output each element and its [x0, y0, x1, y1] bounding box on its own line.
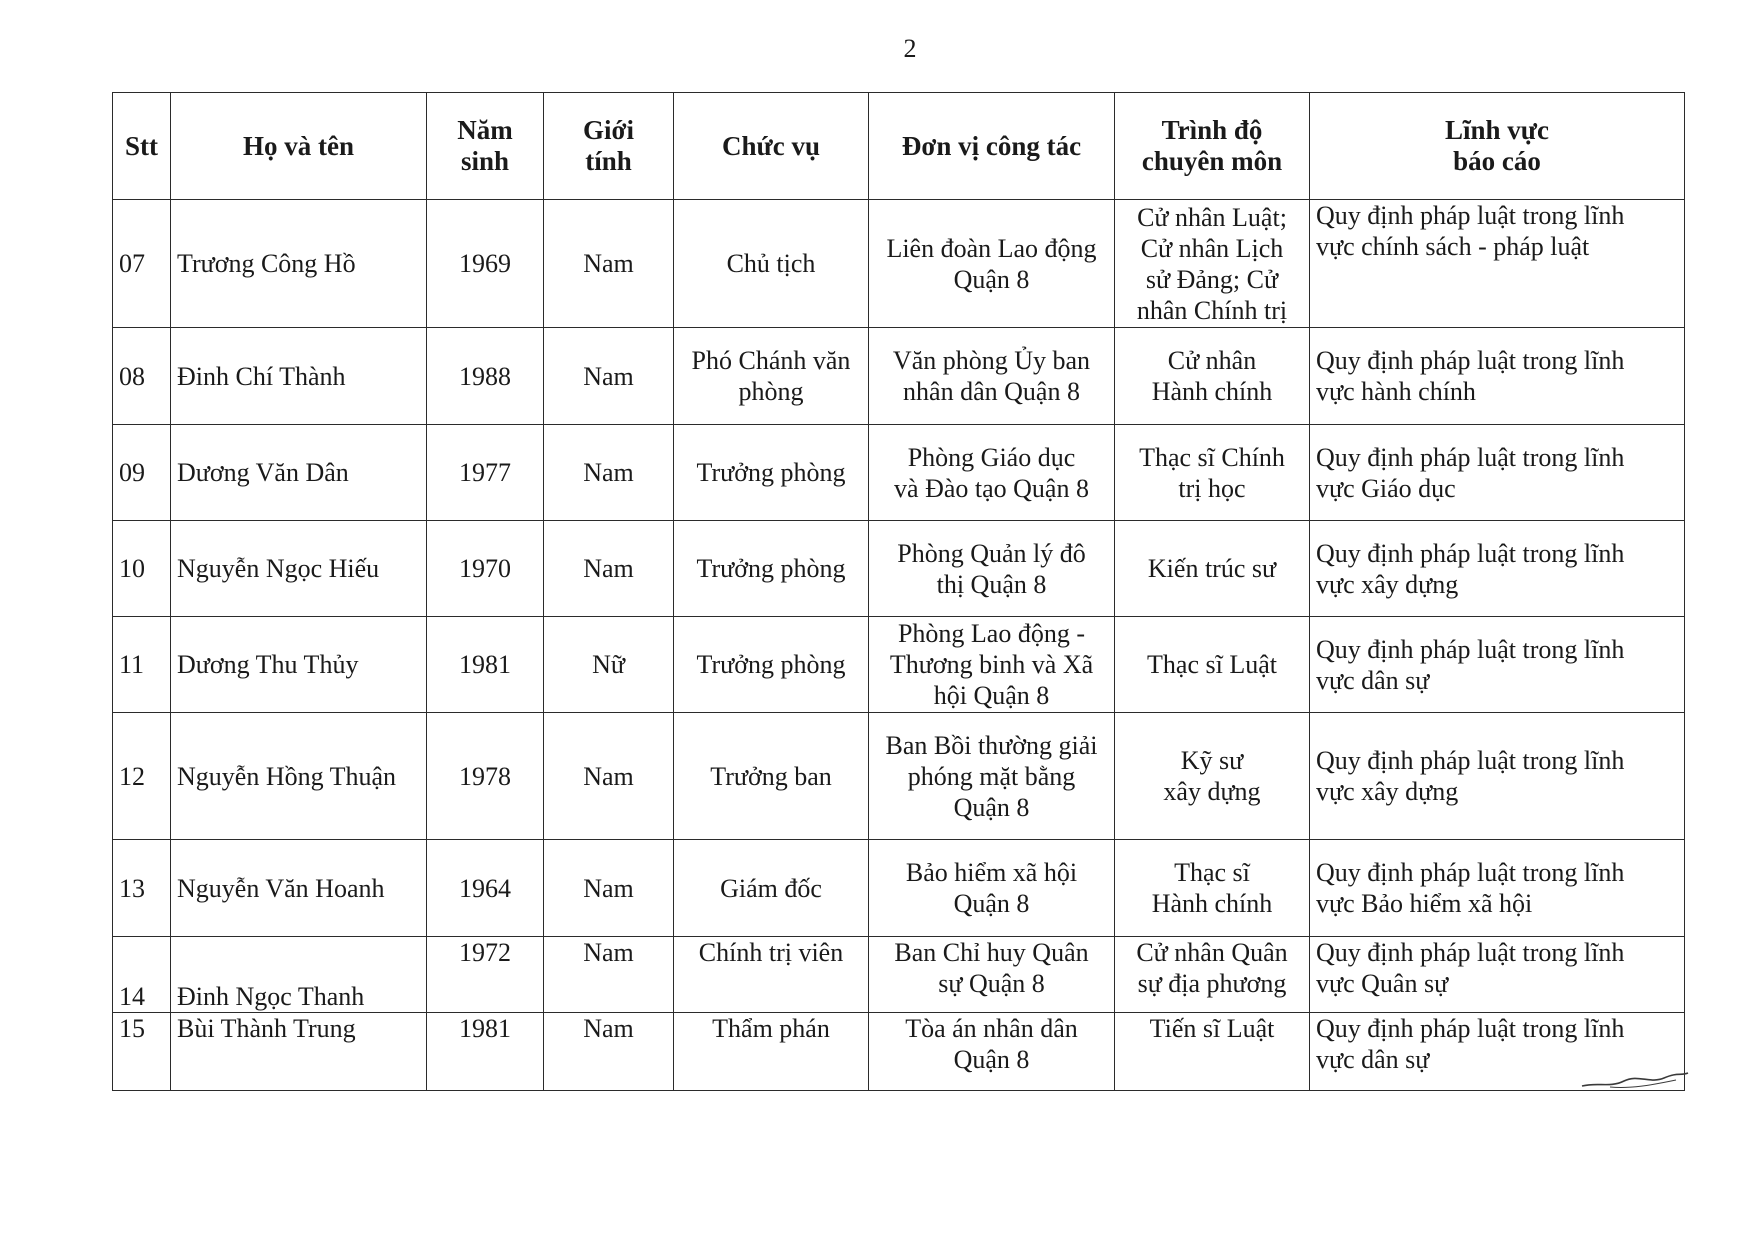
cell-stt: 07	[113, 200, 171, 328]
cell-gender: Nam	[544, 521, 674, 617]
header-gender: Giới tính	[544, 93, 674, 200]
cell-field: Quy định pháp luật trong lĩnh vực dân sự	[1310, 1013, 1685, 1091]
cell-birth-year: 1970	[427, 521, 544, 617]
cell-field: Quy định pháp luật trong lĩnh vực dân sự	[1310, 617, 1685, 713]
header-field: Lĩnh vực báo cáo	[1310, 93, 1685, 200]
cell-unit: Bảo hiểm xã hội Quận 8	[869, 840, 1115, 937]
cell-birth-year: 1969	[427, 200, 544, 328]
cell-field: Quy định pháp luật trong lĩnh vực Giáo dục	[1310, 425, 1685, 521]
cell-position: Trưởng phòng	[674, 521, 869, 617]
cell-field: Quy định pháp luật trong lĩnh vực hành chính	[1310, 328, 1685, 425]
cell-birth-year: 1981	[427, 617, 544, 713]
cell-qualification: Cử nhân Hành chính	[1115, 328, 1310, 425]
table-row	[113, 425, 1685, 521]
cell-stt: 14	[113, 937, 171, 1013]
cell-stt: 12	[113, 713, 171, 840]
cell-name: Dương Thu Thủy	[171, 617, 427, 713]
cell-stt: 09	[113, 425, 171, 521]
table-row	[113, 713, 1685, 840]
cell-position: Thẩm phán	[674, 1013, 869, 1091]
cell-stt: 08	[113, 328, 171, 425]
cell-name: Nguyễn Văn Hoanh	[171, 840, 427, 937]
cell-position: Chủ tịch	[674, 200, 869, 328]
cell-field: Quy định pháp luật trong lĩnh vực xây dựng	[1310, 521, 1685, 617]
cell-gender: Nam	[544, 200, 674, 328]
table-row	[113, 328, 1685, 425]
header-birth-year: Năm sinh	[427, 93, 544, 200]
cell-birth-year: 1964	[427, 840, 544, 937]
cell-gender: Nữ	[544, 617, 674, 713]
table-row	[113, 200, 1685, 328]
member-table	[112, 92, 1685, 1091]
cell-qualification: Thạc sĩ Chính trị học	[1115, 425, 1310, 521]
signature-mark	[1580, 1070, 1690, 1092]
cell-gender: Nam	[544, 425, 674, 521]
cell-name: Nguyễn Hồng Thuận	[171, 713, 427, 840]
cell-name: Đinh Ngọc Thanh	[171, 937, 427, 1013]
table-header-row	[113, 93, 1685, 200]
cell-position: Trưởng phòng	[674, 425, 869, 521]
cell-field: Quy định pháp luật trong lĩnh vực Quân sự	[1310, 937, 1685, 1013]
cell-qualification: Kiến trúc sư	[1115, 521, 1310, 617]
cell-position: Phó Chánh văn phòng	[674, 328, 869, 425]
cell-qualification: Thạc sĩ Hành chính	[1115, 840, 1310, 937]
cell-qualification: Tiến sĩ Luật	[1115, 1013, 1310, 1091]
cell-birth-year: 1972	[427, 937, 544, 1013]
cell-gender: Nam	[544, 328, 674, 425]
cell-stt: 11	[113, 617, 171, 713]
cell-qualification: Cử nhân Luật; Cử nhân Lịch sử Đảng; Cử nhân Chính trị	[1115, 200, 1310, 328]
cell-name: Dương Văn Dân	[171, 425, 427, 521]
cell-unit: Văn phòng Ủy ban nhân dân Quận 8	[869, 328, 1115, 425]
header-name: Họ và tên	[171, 93, 427, 200]
cell-qualification: Kỹ sư xây dựng	[1115, 713, 1310, 840]
cell-unit: Ban Chỉ huy Quân sự Quận 8	[869, 937, 1115, 1013]
cell-qualification: Cử nhân Quân sự địa phương	[1115, 937, 1310, 1013]
cell-gender: Nam	[544, 937, 674, 1013]
cell-stt: 15	[113, 1013, 171, 1091]
cell-birth-year: 1981	[427, 1013, 544, 1091]
cell-gender: Nam	[544, 840, 674, 937]
header-stt: Stt	[113, 93, 171, 200]
cell-unit: Phòng Lao động - Thương binh và Xã hội Quận 8	[869, 617, 1115, 713]
table-row	[113, 617, 1685, 713]
cell-unit: Phòng Quản lý đô thị Quận 8	[869, 521, 1115, 617]
cell-name: Đinh Chí Thành	[171, 328, 427, 425]
cell-stt: 10	[113, 521, 171, 617]
table-row	[113, 937, 1685, 1013]
cell-unit: Ban Bồi thường giải phóng mặt bằng Quận 8	[869, 713, 1115, 840]
cell-position: Trưởng phòng	[674, 617, 869, 713]
cell-field: Quy định pháp luật trong lĩnh vực chính sách - pháp luật	[1310, 200, 1685, 328]
header-unit: Đơn vị công tác	[869, 93, 1115, 200]
header-position: Chức vụ	[674, 93, 869, 200]
cell-position: Giám đốc	[674, 840, 869, 937]
cell-name: Nguyễn Ngọc Hiếu	[171, 521, 427, 617]
cell-position: Chính trị viên	[674, 937, 869, 1013]
cell-unit: Tòa án nhân dân Quận 8	[869, 1013, 1115, 1091]
cell-unit: Phòng Giáo dục và Đào tạo Quận 8	[869, 425, 1115, 521]
table-row	[113, 1013, 1685, 1091]
cell-position: Trưởng ban	[674, 713, 869, 840]
cell-gender: Nam	[544, 1013, 674, 1091]
cell-gender: Nam	[544, 713, 674, 840]
cell-name: Bùi Thành Trung	[171, 1013, 427, 1091]
cell-name: Trương Công Hồ	[171, 200, 427, 328]
cell-qualification: Thạc sĩ Luật	[1115, 617, 1310, 713]
cell-birth-year: 1978	[427, 713, 544, 840]
page-number: 2	[903, 34, 917, 63]
cell-unit: Liên đoàn Lao động Quận 8	[869, 200, 1115, 328]
cell-field: Quy định pháp luật trong lĩnh vực Bảo hiểm xã hội	[1310, 840, 1685, 937]
table-row	[113, 840, 1685, 937]
cell-birth-year: 1988	[427, 328, 544, 425]
header-qualification: Trình độ chuyên môn	[1115, 93, 1310, 200]
cell-birth-year: 1977	[427, 425, 544, 521]
cell-field: Quy định pháp luật trong lĩnh vực xây dựng	[1310, 713, 1685, 840]
table-row	[113, 521, 1685, 617]
cell-stt: 13	[113, 840, 171, 937]
